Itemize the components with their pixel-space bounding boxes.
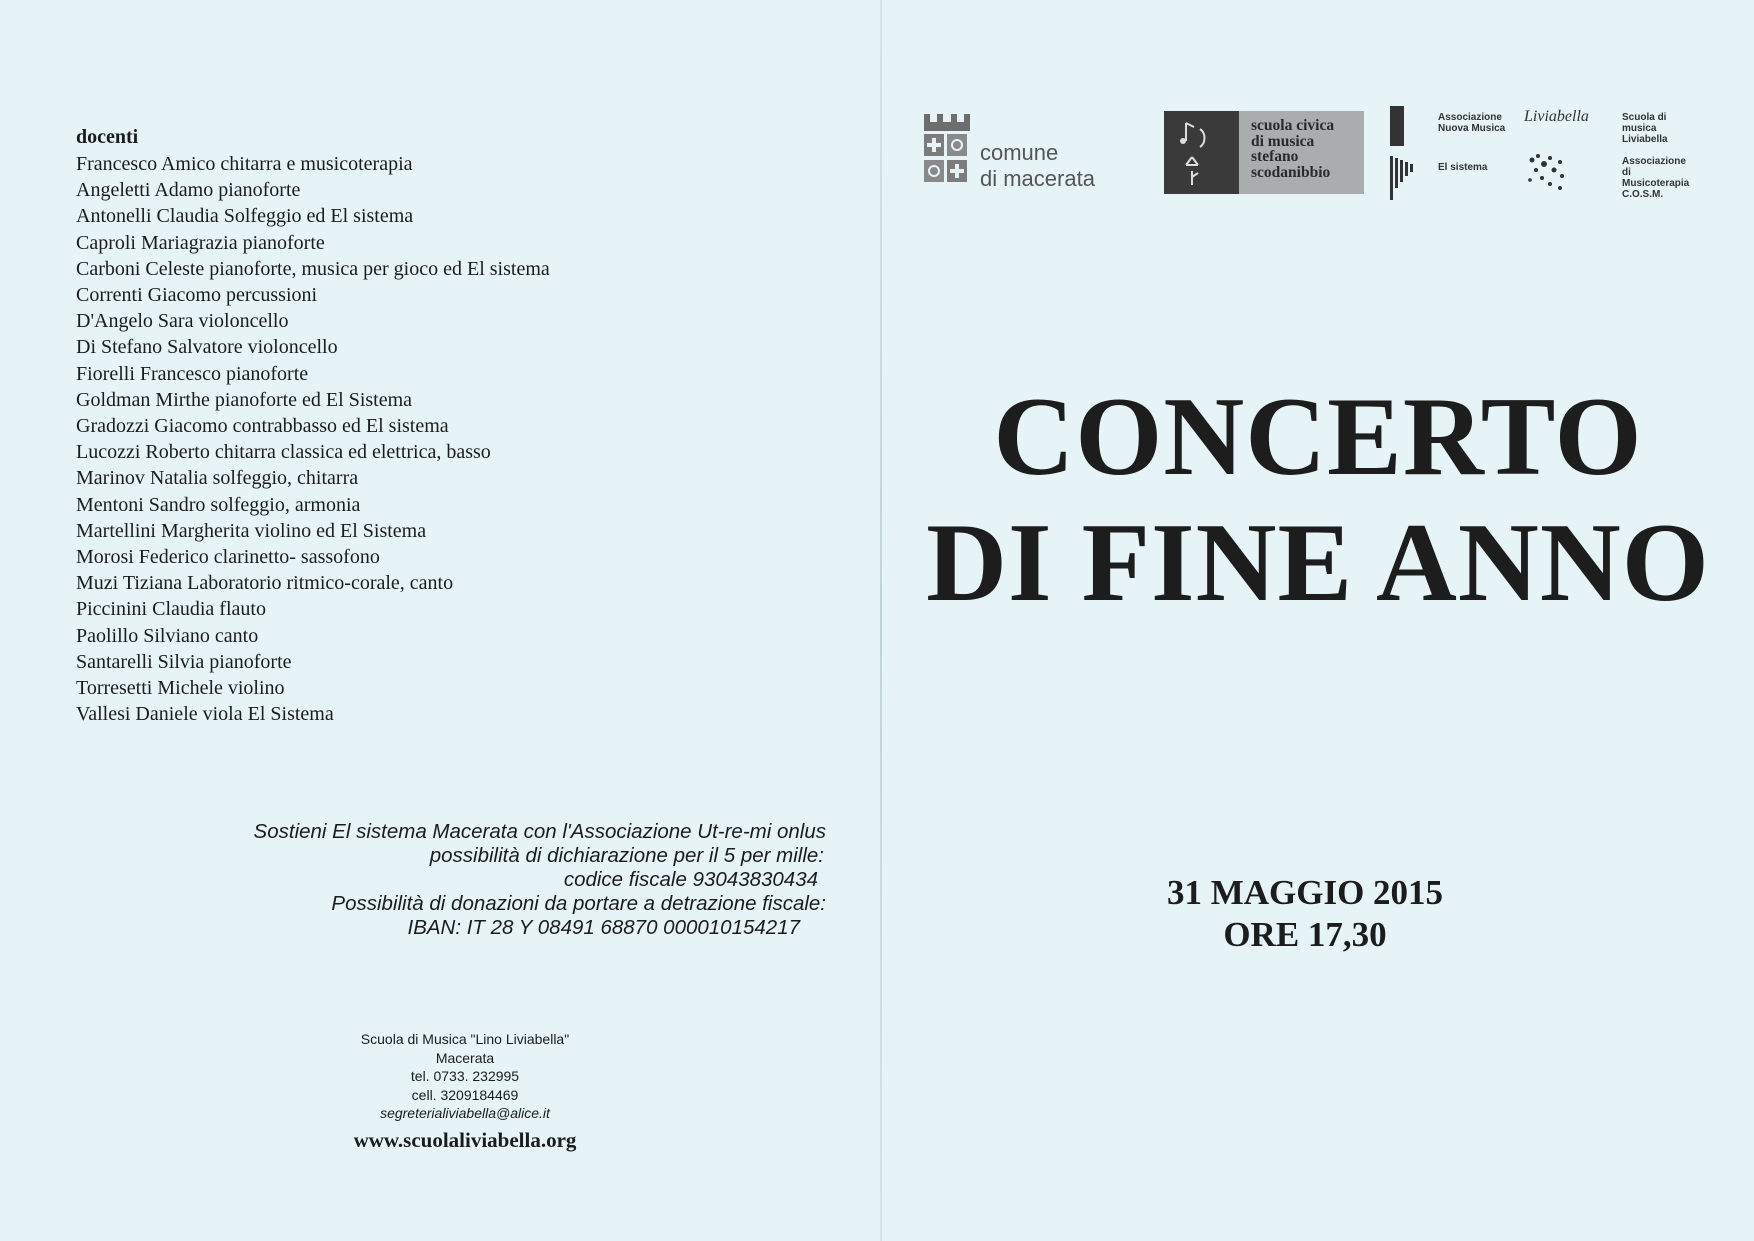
comune-label: di macerata [980, 166, 1095, 191]
iban: IBAN: IT 28 Y 08491 68870 000010154217 [407, 916, 800, 939]
title-line: CONCERTO [993, 375, 1643, 499]
event-title [905, 374, 1731, 626]
teacher-item: Piccinini Claudia flauto [76, 598, 266, 621]
scuola-label: scodanibbio [1251, 163, 1331, 181]
el-sistema-mark [1388, 156, 1414, 200]
teacher-item: Martellini Margherita violino ed El Sistema [76, 519, 427, 542]
scuola-label: stefano [1251, 148, 1299, 165]
event-date: 31 MAGGIO 2015 [1166, 873, 1444, 912]
scuola-logo-text [1239, 111, 1364, 194]
musicoterapia-label: Associazione [1622, 156, 1686, 167]
mobile: cell. 3209184469 [411, 1086, 519, 1103]
coat-of-arms-icon [924, 134, 968, 186]
title-line: DI FINE ANNO [926, 501, 1710, 625]
scuola-logo-mark [1164, 111, 1239, 194]
teacher-item: Di Stefano Salvatore violoncello [76, 336, 338, 359]
teacher-item: Correnti Giacomo percussioni [76, 284, 318, 307]
nuova-musica-label: Associazione [1438, 112, 1502, 123]
nuova-musica-label: Nuova Musica [1438, 123, 1506, 134]
musicoterapia-label: C.O.S.M. [1622, 189, 1664, 200]
school-name: Scuola di Musica "Lino Liviabella" [360, 1031, 570, 1047]
support-line: Sostieni El sistema Macerata con l'Associazione Ut-re-mi onlus [253, 820, 826, 843]
musicoterapia-dots-icon [1526, 150, 1570, 196]
fold-line [880, 0, 882, 1241]
email-link[interactable]: segreterialiviabella@alice.it [380, 1105, 550, 1121]
teachers-heading: docenti [76, 126, 139, 148]
teacher-item: Mentoni Sandro solfeggio, armonia [76, 493, 361, 516]
comune-macerata-logo [920, 112, 1120, 192]
teacher-item: Paolillo Silviano canto [76, 624, 259, 647]
teacher-item: Goldman Mirthe pianoforte ed El Sistema [76, 388, 413, 411]
teacher-item: D'Angelo Sara violoncello [76, 310, 289, 333]
partner-logos [1388, 106, 1698, 206]
teacher-item: Francesco Amico chitarra e musicoterapia [76, 153, 413, 175]
teacher-item: Caproli Mariagrazia pianoforte [76, 231, 325, 254]
scuola-label: scuola civica [1251, 117, 1335, 134]
teacher-item: Vallesi Daniele viola El Sistema [76, 703, 334, 726]
support-donation-block [120, 820, 826, 940]
teacher-item: Fiorelli Francesco pianoforte [76, 362, 309, 385]
teacher-item: Santarelli Silvia pianoforte [76, 650, 292, 673]
event-time: ORE 17,30 [1223, 915, 1387, 954]
teacher-item: Carboni Celeste pianoforte, musica per gioco ed El sistema [76, 257, 550, 280]
teacher-item: Torresetti Michele violino [76, 677, 285, 700]
teacher-item: Antonelli Claudia Solfeggio ed El sistema [76, 205, 414, 228]
music-note-icon [1164, 111, 1239, 194]
teacher-item: Gradozzi Giacomo contrabbasso ed El sistema [76, 415, 449, 438]
liviabella-script-logo: Liviabella [1524, 108, 1589, 125]
teacher-item: Lucozzi Roberto chitarra classica ed elettrica, basso [76, 441, 491, 464]
fiscal-code: codice fiscale 93043830434 [563, 868, 818, 891]
support-line: possibilità di dichiarazione per il 5 per mille: [429, 844, 824, 867]
school-city: Macerata [435, 1049, 495, 1066]
teacher-item: Morosi Federico clarinetto- sassofono [76, 546, 380, 569]
teacher-item: Muzi Tiziana Laboratorio ritmico-corale, canto [76, 572, 454, 595]
scuola-civica-logo [1164, 111, 1364, 194]
teacher-item: Angeletti Adamo pianoforte [76, 179, 301, 202]
website-link[interactable]: www.scuolaliviabella.org [353, 1127, 577, 1152]
teachers-list [76, 151, 550, 727]
teachers-section [76, 124, 550, 727]
crown-icon [922, 112, 972, 132]
nuova-musica-mark [1390, 106, 1404, 146]
support-line: Possibilità di donazioni da portare a detrazione fiscale: [331, 892, 826, 915]
phone: tel. 0733. 232995 [410, 1068, 520, 1084]
scuola-label: di musica [1251, 132, 1315, 150]
teacher-item: Marinov Natalia solfeggio, chitarra [76, 467, 359, 490]
scuola-musica-label: Liviabella [1622, 134, 1668, 145]
contact-block [255, 1030, 675, 1155]
musicoterapia-label: di Musicoterapia [1622, 167, 1690, 189]
comune-label: comune [980, 140, 1059, 165]
event-datetime [1105, 872, 1505, 956]
el-sistema-label: El sistema [1438, 162, 1488, 173]
scuola-musica-label: Scuola di musica [1622, 112, 1667, 134]
